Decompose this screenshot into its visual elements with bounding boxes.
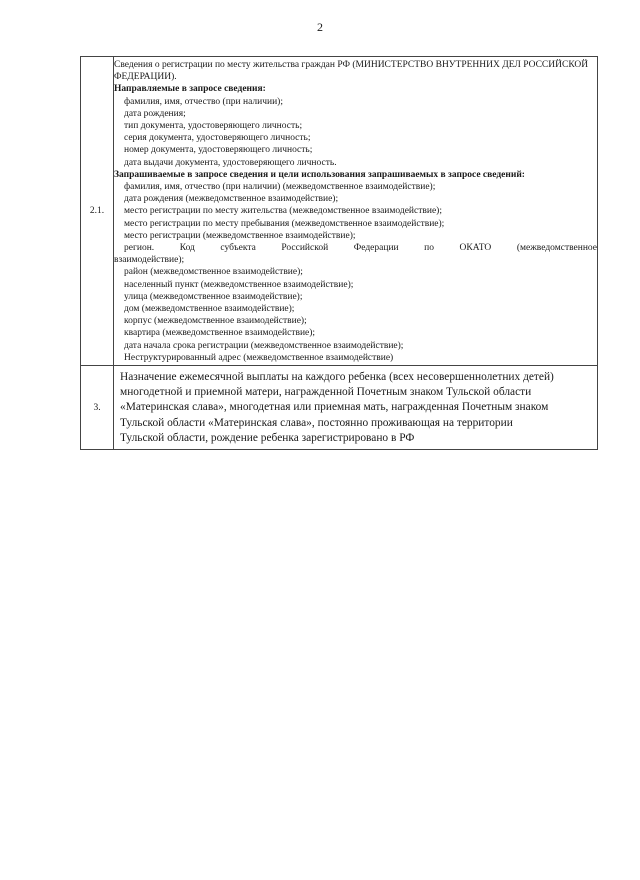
requested-item-region: регион. Код субъекта Российской Федерации по ОКАТО (межведомственное — [124, 243, 597, 254]
source-text: Сведения о регистрации по месту жительства граждан РФ (МИНИСТЕРСТВО ВНУТРЕННИХ ДЕЛ РОССИЙСКОЙ ФЕДЕРАЦИИ). — [114, 60, 589, 83]
requested-item: населенный пункт (межведомственное взаимодействие); — [124, 279, 354, 290]
requested-item: квартира (межведомственное взаимодействие); — [124, 328, 316, 339]
requested-item: место регистрации (межведомственное взаимодействие); — [124, 230, 356, 241]
page-number: 2 — [317, 20, 323, 34]
sent-heading: Направляемые в запросе сведения: — [114, 84, 266, 95]
text-line: Тульской области, рождение ребенка зарегистрировано в РФ — [120, 431, 415, 444]
requested-item: фамилия, имя, отчество (при наличии) (межведомственное взаимодействие); — [124, 182, 436, 193]
row-number: 3. — [81, 366, 114, 450]
requested-item: район (межведомственное взаимодействие); — [124, 267, 303, 278]
row-content — [114, 57, 598, 366]
requested-heading: Запрашиваемые в запросе сведения и цели использования запрашиваемых в запросе сведений: — [114, 169, 525, 180]
sent-item: дата рождения; — [124, 108, 186, 119]
requested-item: улица (межведомственное взаимодействие); — [124, 291, 303, 302]
requested-item: корпус (межведомственное взаимодействие); — [124, 316, 307, 327]
requested-item: место регистрации по месту жительства (межведомственное взаимодействие); — [124, 206, 442, 217]
text-line: Назначение ежемесячной выплаты на каждого ребенка (всех несовершеннолетних детей) — [120, 371, 554, 384]
text-line: Тульской области «Материнская слава», постоянно проживающая на территории — [120, 416, 513, 429]
requested-item: дата рождения (межведомственное взаимодействие); — [124, 194, 339, 205]
requested-item-region-cont: взаимодействие); — [114, 255, 185, 266]
row-number: 2.1. — [81, 57, 114, 366]
text-line: многодетной и приемной матери, награжденной Почетным знаком Тульской области — [120, 386, 532, 399]
row-content — [114, 366, 598, 450]
sent-item: дата выдачи документа, удостоверяющего личность. — [124, 157, 337, 168]
sent-item: фамилия, имя, отчество (при наличии); — [124, 96, 283, 107]
table-row — [81, 366, 598, 450]
table-row — [81, 57, 598, 366]
requested-item: дом (межведомственное взаимодействие); — [124, 304, 295, 315]
info-table — [80, 56, 598, 450]
sent-item: серия документа, удостоверяющего личность; — [124, 133, 311, 144]
sent-item: тип документа, удостоверяющего личность; — [124, 121, 303, 132]
requested-item: Неструктурированный адрес (межведомственное взаимодействие) — [124, 352, 394, 363]
requested-item: место регистрации по месту пребывания (межведомственное взаимодействие); — [124, 218, 445, 229]
requested-item: дата начала срока регистрации (межведомственное взаимодействие); — [124, 340, 404, 351]
sent-item: номер документа, удостоверяющего личность; — [124, 145, 313, 156]
text-line: «Материнская слава», многодетная или приемная мать, награжденная Почетным знаком — [120, 401, 549, 414]
